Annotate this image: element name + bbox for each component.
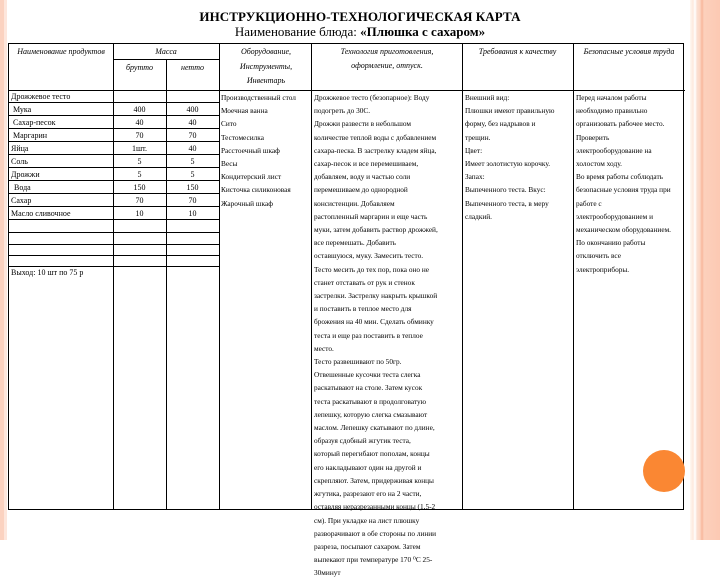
ingredient-netto: 150 xyxy=(186,183,199,192)
technology-line: оставшуюся, муку. Замесить тесто. xyxy=(314,251,424,261)
orange-circle-decoration xyxy=(643,450,685,492)
ingredient-name: Сахар xyxy=(11,196,32,205)
ingredient-name: Вода xyxy=(14,183,31,192)
equipment-item: Тестомесилка xyxy=(221,132,264,142)
equipment-item: Кисточка силиконовая xyxy=(221,185,291,195)
safety-line: механическом оборудованием. xyxy=(576,225,672,235)
technology-line: лепешку, которую слегка смазывают xyxy=(314,409,428,419)
quality-requirements xyxy=(465,91,571,223)
ingredient-netto: 5 xyxy=(190,157,195,166)
quality-line: Имеет золотистую корочку. xyxy=(465,159,551,169)
ingredient-name: Яйца xyxy=(11,144,29,153)
header-quality: Требования к качеству xyxy=(478,47,557,56)
ingredient-netto: 10 xyxy=(188,209,197,218)
equipment-item: Весы xyxy=(221,159,238,169)
technology-line: застрелки. Застрелку накрыть крышкой xyxy=(314,291,438,301)
ingredient-netto: 70 xyxy=(188,131,197,140)
equipment-list xyxy=(221,91,311,210)
technology-line: скрепляют. Затем, придерживая концы xyxy=(314,475,434,485)
technology-line: Тесто развешивают по 50гр. xyxy=(314,357,402,367)
quality-line: трещин. xyxy=(465,132,491,142)
technology-line: который перегибают пополам, концы xyxy=(314,449,430,459)
row-divider xyxy=(9,255,219,256)
ingredient-netto: 70 xyxy=(188,196,197,205)
safety-line: Проверить xyxy=(576,132,610,142)
row-divider xyxy=(113,59,219,60)
dish-subtitle xyxy=(0,24,720,40)
safety-line: безопасные условия труда при xyxy=(576,185,671,195)
technology-line: муки, затем добавить раствор дрожжей, xyxy=(314,225,438,235)
technology-card-table xyxy=(8,43,684,578)
technology-line: выпекают при температуре 170 ⁰С 25- xyxy=(314,555,433,565)
quality-line: форму, без надрывов и xyxy=(465,119,536,129)
ingredient-brutto: 70 xyxy=(135,196,144,205)
col-divider xyxy=(311,44,312,509)
quality-line: Плюшки имеют правильную xyxy=(465,106,555,116)
technology-line: консистенции. Добавляем xyxy=(314,198,395,208)
header-mass: Масса xyxy=(155,47,177,56)
row-divider xyxy=(9,244,219,245)
ingredient-brutto: 10 xyxy=(135,209,144,218)
ingredient-brutto: 150 xyxy=(133,183,146,192)
header-technology: Технология приготовления, оформление, отпуск. xyxy=(340,47,434,70)
technology-line: жгутика, разрезают его на 2 части, xyxy=(314,489,422,499)
quality-line: сладкий. xyxy=(465,211,493,221)
ingredient-name: Мука xyxy=(13,105,32,114)
safety-line: организовать рабочее место. xyxy=(576,119,665,129)
technology-line: подогреть до 30С. xyxy=(314,106,371,116)
technology-line: место. xyxy=(314,343,334,353)
safety-line: электрооборудованием и xyxy=(576,211,653,221)
equipment-item: Жарочный шкаф xyxy=(221,198,273,208)
ingredient-brutto: 400 xyxy=(133,105,146,114)
ingredient-name: Масло сливочное xyxy=(11,209,71,218)
technology-line: Тесто месить до тех пор, пока оно не xyxy=(314,264,429,274)
technology-line: маслом. Лепешку скатывают по длине, xyxy=(314,423,435,433)
ingredient-name: Маргарин xyxy=(13,131,48,140)
quality-line: Выпеченного теста, в меру xyxy=(465,198,549,208)
safety-line: электрооборудование на xyxy=(576,145,652,155)
technology-line: сахара-песка. В застрелку кладем яйца, xyxy=(314,145,437,155)
technology-line: разреза, посыпают сахаром. Затем xyxy=(314,541,421,551)
left-decorative-stripe-inner xyxy=(4,0,7,540)
ingredient-name: Дрожжевое тесто xyxy=(11,92,71,101)
technology-line: теста и еще раз поставить в теплое xyxy=(314,330,423,340)
ingredient-brutto: 5 xyxy=(137,170,142,179)
technology-line: Дрожжи развести в небольшом xyxy=(314,119,412,129)
ingredient-brutto: 40 xyxy=(135,118,144,127)
technology-line: теста раскатывают в продолговатую xyxy=(314,396,427,406)
right-decorative-stripes xyxy=(690,0,720,540)
technology-line: см). При укладке на лист плюшку xyxy=(314,515,420,525)
quality-line: Запах: xyxy=(465,172,485,182)
ingredient-brutto: 5 xyxy=(137,157,142,166)
ingredient-netto: 40 xyxy=(188,144,197,153)
technology-line: раскатывают на столе. Затем кусок xyxy=(314,383,423,393)
ingredient-name: Дрожжи xyxy=(11,170,40,179)
equipment-item: Сито xyxy=(221,119,237,129)
header-netto: нетто xyxy=(181,63,204,72)
header-products: Наименование продуктов xyxy=(17,47,105,56)
technology-line: Отвешенные кусочки теста слегка xyxy=(314,370,421,380)
quality-line: Выпеченного теста. Вкус: xyxy=(465,185,546,195)
technology-line: и поставить в теплое место для xyxy=(314,304,412,314)
safety-line: необходимо правильно xyxy=(576,106,648,116)
technology-line: растопленный маргарин и еще часть xyxy=(314,211,428,221)
safety-line: холостом ходу. xyxy=(576,159,622,169)
technology-line: 30минут xyxy=(314,568,341,578)
technology-line: брожения на 40 мин. Сделать обминку xyxy=(314,317,434,327)
quality-line: Внешний вид: xyxy=(465,93,510,102)
equipment-item: Моечная ванна xyxy=(221,106,268,116)
technology-line: добавляем, воду и частью соли xyxy=(314,172,411,182)
technology-line: станет отставать от рук и стенок xyxy=(314,277,415,287)
header-equipment: Оборудование, Инструменты, Инвентарь xyxy=(239,47,293,85)
technology-line: сахар-песок и все перемешиваем, xyxy=(314,159,419,169)
header-safety: Безопасные условия труда xyxy=(583,47,675,56)
technology-line: все перемешать. Добавить xyxy=(314,238,396,248)
safety-line: работе с xyxy=(576,198,602,208)
ingredient-brutto: 70 xyxy=(135,131,144,140)
safety-line: По окончанию работы xyxy=(576,238,646,248)
safety-line: отключить все xyxy=(576,251,621,261)
technology-line: количестве теплой воды с добавлением xyxy=(314,132,437,142)
ingredient-name: Соль xyxy=(11,157,28,166)
dish-name: «Плюшка с сахаром» xyxy=(360,24,486,39)
quality-line: Цвет: xyxy=(465,145,483,155)
page-title: ИНСТРУКЦИОННО-ТЕХНОЛОГИЧЕСКАЯ КАРТА xyxy=(199,9,521,24)
ingredient-netto: 5 xyxy=(190,170,195,179)
col-divider xyxy=(219,44,220,509)
technology-text xyxy=(314,91,461,580)
technology-line: перемешиваем до однородной xyxy=(314,185,408,195)
col-divider xyxy=(573,44,574,509)
row-divider xyxy=(9,232,219,233)
technology-line: разворачивают в обе стороны по линии xyxy=(314,528,437,538)
equipment-item: Расстоечный шкаф xyxy=(221,145,280,155)
ingredient-netto: 40 xyxy=(188,118,197,127)
safety-line: Перед началом работы xyxy=(576,93,647,102)
col-divider xyxy=(462,44,463,509)
ingredient-name: Сахар-песок xyxy=(13,118,56,127)
technology-line: его накладывают один на другой и xyxy=(314,462,422,472)
ingredient-brutto: 1шт. xyxy=(131,144,148,153)
technology-line: Дрожжевое тесто (безопарное): Воду xyxy=(314,93,430,102)
output-yield: Выход: 10 шт по 75 р xyxy=(11,268,84,277)
technology-line: образуя сдобный жгутик теста, xyxy=(314,436,411,446)
technology-line: оставляя неразрезанными концы (1,5-2 xyxy=(314,502,436,512)
dish-label: Наименование блюда: xyxy=(234,24,361,39)
equipment-item: Кондитерский лист xyxy=(221,172,282,182)
equipment-item: Производственный стол xyxy=(221,93,296,102)
ingredient-netto: 400 xyxy=(186,105,199,114)
safety-line: Во время работы соблюдать xyxy=(576,172,663,182)
safety-line: электроприборы. xyxy=(576,264,630,274)
safety-conditions xyxy=(576,91,684,276)
header-brutto: брутто xyxy=(125,63,154,72)
